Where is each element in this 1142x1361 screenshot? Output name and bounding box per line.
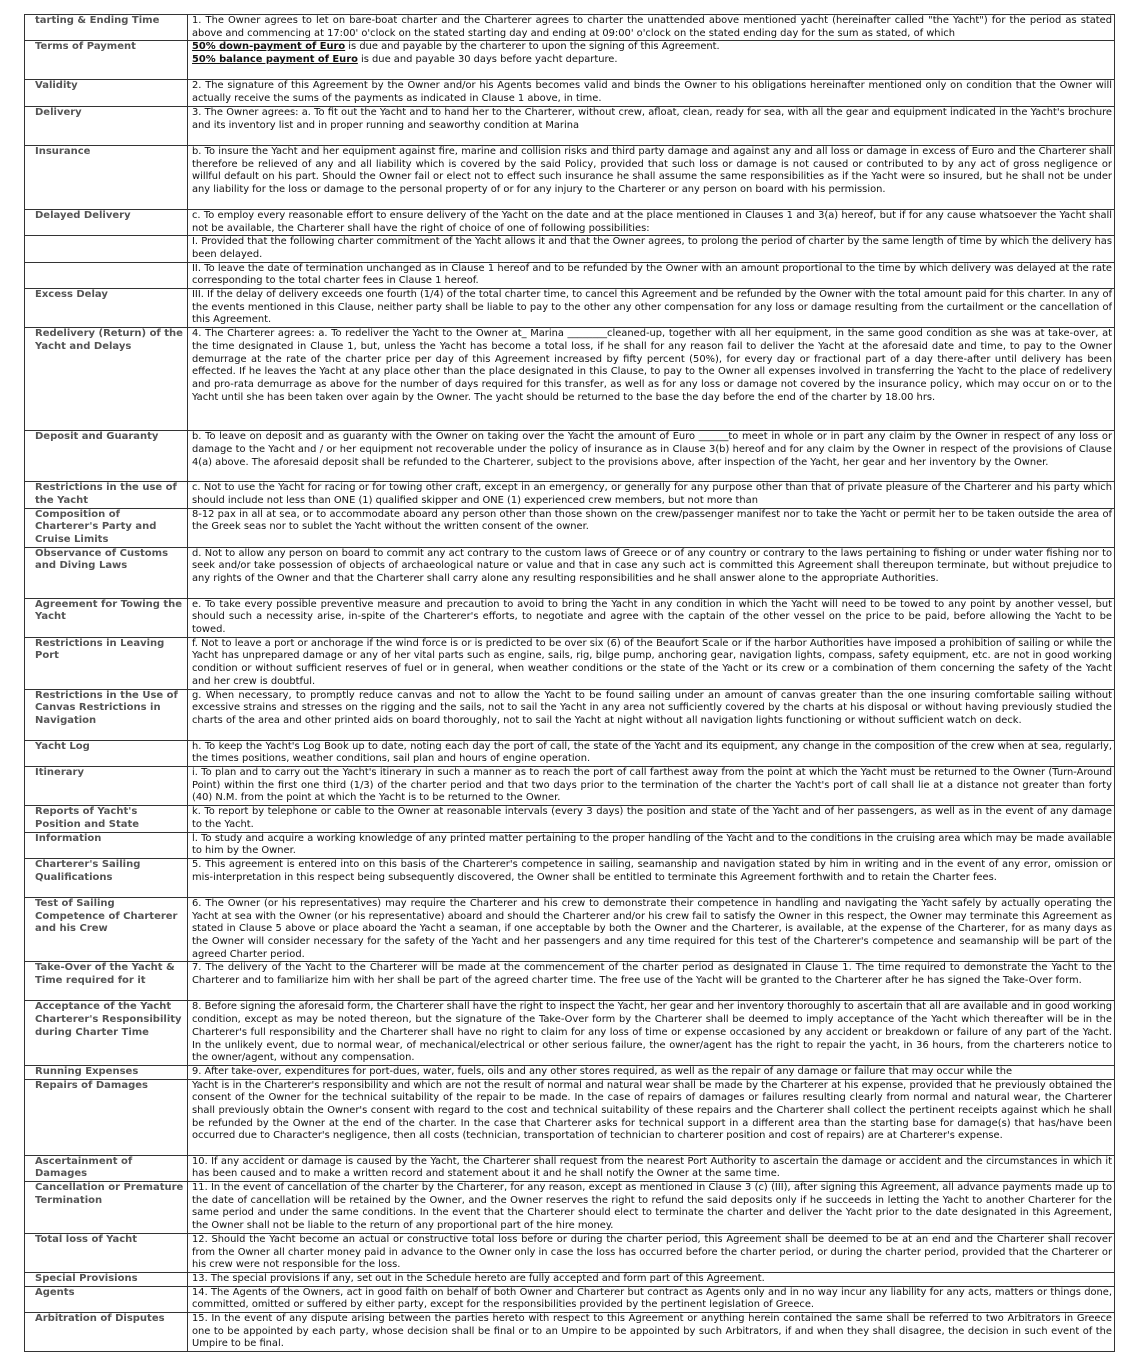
clause-row xyxy=(25,637,1115,689)
clause-row xyxy=(25,1286,1115,1312)
clause-label: Agreement for Towing the Yacht xyxy=(25,598,188,637)
clause-row xyxy=(25,1313,1115,1352)
clause-text: d. Not to allow any person on board to commit any act contrary to the custom laws of Greece or of any country or contrary to the laws pertaining to fishing or under water fishing nor to seek and/or take possession of objects of archaeological nature or value and that in case any such act is committed this Agreement shall thereupon terminate, but without prejudice to any rights of the Owner and that the Charterer shall carry alone any resulting responsibilities and he shall answer alone to the appropriate Authorities. xyxy=(188,547,1115,598)
clause-label xyxy=(25,262,188,288)
clause-row xyxy=(25,858,1115,897)
clause-text: 7. The delivery of the Yacht to the Charterer will be made at the commencement of the charter period as designated in Clause 1. The time required to demonstrate the Yacht to the Charterer and to familiarize him with her shall be part of the agreed charter time. The free use of the Yacht will be granted to the Charterer after he has signed the Take-Over form. xyxy=(188,962,1115,1001)
clause-label: Total loss of Yacht xyxy=(25,1233,188,1272)
clause-row xyxy=(25,328,1115,431)
clause-rows xyxy=(25,15,1115,1352)
clause-row xyxy=(25,806,1115,832)
clause-row xyxy=(25,41,1115,80)
clause-text: II. To leave the date of termination unchanged as in Clause 1 hereof and to be refunded by the Owner with an amount proportional to the time by which delivery was delayed at the rate corresponding to the total charter fees in Clause 1 hereof. xyxy=(188,262,1115,288)
clause-text: f. Not to leave a port or anchorage if the wind force is or is predicted to be over six (6) of the Beaufort Scale or if the harbor Authorities have imposed a prohibition of sailing or while the Yacht has unprepared damage or any of her vital parts such as engine, sails, rig, bilge pump, anchoring gear, navigation lights, compass, safety equipment, etc. are not in good working condition or without sufficient reserves of fuel or in general, when weather conditions or the state of the Yacht or its crew or a combination of them concerning the safety of the Yacht and her crew is doubtful. xyxy=(188,637,1115,689)
clause-row xyxy=(25,236,1115,262)
clause-row xyxy=(25,1001,1115,1066)
clause-row xyxy=(25,740,1115,766)
clause-row xyxy=(25,547,1115,598)
clause-label: Restrictions in the use of the Yacht xyxy=(25,482,188,508)
clause-label: Agents xyxy=(25,1286,188,1312)
clause-label: Itinerary xyxy=(25,766,188,805)
clause-row xyxy=(25,431,1115,482)
clause-label: Deposit and Guaranty xyxy=(25,431,188,482)
clause-text: 8. Before signing the aforesaid form, the Charterer shall have the right to inspect the Yacht, her gear and her inventory thoroughly to ascertain that all are available and in good working condition, except as may be noted thereon, but the signature of the Take-Over form by the Charterer shall be deemed to imply acceptance of the Yacht which thereafter will be in the Charterer's full responsibility and the Charterer shall have no right to claim for any loss of time or expense occasioned by any accident or breakdown or failure of any part of the Yacht. In the unlikely event, due to normal wear, of mechanical/electrical or other serious failure, the owner/agent has the right to repair the yacht, in 36 hours, from the charterers notice to the owner/agent, without any compensation. xyxy=(188,1001,1115,1066)
clause-label: Information xyxy=(25,832,188,858)
payment-down-line xyxy=(192,41,1112,54)
clause-text: 3. The Owner agrees: a. To fit out the Yacht and to hand her to the Charterer, without crew, afloat, clean, ready for sea, with all the gear and equipment indicated in the Yacht's brochure and its inventory list and in proper running and seaworthy condition at Marina xyxy=(188,106,1115,145)
clause-label: Excess Delay xyxy=(25,289,188,328)
clause-label: Composition of Charterer's Party and Cruise Limits xyxy=(25,508,188,547)
clause-text: 10. If any accident or damage is caused by the Yacht, the Charterer shall request from the nearest Port Authority to ascertain the damage or accident and the circumstances in which it has been caused and to make a written record and statement about it and he shall notify the Owner at the same time. xyxy=(188,1155,1115,1181)
clause-text: 6. The Owner (or his representatives) may require the Charterer and his crew to demonstrate their competence in handling and navigating the Yacht safely by actually operating the Yacht at sea with the Owner (or his representative) aboard and should the Charterer and/or his crew fail to satisfy the Owner in this respect, the Owner may terminate this Agreement as stated in Clause 5 above or place aboard the Yacht a seaman, if one acceptable by both the Owner and the Charterer, is available, at the expense of the Charterer, for as many days as the Owner will consider necessary for the safety of the Yacht and her passengers and any time required for this test of the Charterer's competence and seamanship will be part of the agreed Charter period. xyxy=(188,897,1115,962)
clause-label: Arbitration of Disputes xyxy=(25,1313,188,1352)
clause-row xyxy=(25,289,1115,328)
clause-text: I. Provided that the following charter commitment of the Yacht allows it and that the Owner agrees, to prolong the period of charter by the same length of time by which the delivery has been delayed. xyxy=(188,236,1115,262)
clause-text: Yacht is in the Charterer's responsibility and which are not the result of normal and natural wear shall be made by the Charterer at his expense, provided that he previously obtained the consent of the Owner for the technical suitability of the repair to be made. In the case of repairs of damages or failures resulting clearly from normal and natural wear, the Charterer shall previously obtain the Owner's consent with regard to the cost and technical suitability of these repairs and the Charterer shall collect the pertinent receipts against which he shall be refunded by the Owner at the end of the charter. In the case that Charterer asks for technical support in a different area than the starting base for damage(s) that has/have been occurred due to Character's negligence, then all costs (technician, transportation of technician to charterer position and cost of repairs) are at Charterer's expense. xyxy=(188,1079,1115,1155)
clause-label: Take-Over of the Yacht & Time required for it xyxy=(25,962,188,1001)
balance-payment-text: is due and payable 30 days before yacht departure. xyxy=(357,54,618,66)
clause-text: 13. The special provisions if any, set out in the Schedule hereto are fully accepted and form part of this Agreement. xyxy=(188,1272,1115,1286)
clause-row xyxy=(25,897,1115,962)
clause-row xyxy=(25,962,1115,1001)
clause-label: Ascertainment of Damages xyxy=(25,1155,188,1181)
clause-text: 11. In the event of cancellation of the charter by the Charterer, for any reason, except as mentioned in Clause 3 (c) (III), after signing this Agreement, all advance payments made up to the date of cancellation will be retained by the Owner, and the Owner reserves the right to refund the said deposits only if he succeeds in letting the Yacht to another Charterer for the same period and under the same conditions. In the event that the Charterer should elect to terminate the charter and deliver the Yacht prior to the date designated in this Agreement, the Owner shall not be liable to the return of any proportional part of the hire money. xyxy=(188,1182,1115,1234)
down-payment-label: 50% down-payment of Euro xyxy=(192,41,346,53)
clause-row xyxy=(25,15,1115,41)
clause-label: Observance of Customs and Diving Laws xyxy=(25,547,188,598)
clause-label: Acceptance of the Yacht Charterer's Responsibility during Charter Time xyxy=(25,1001,188,1066)
down-payment-text: is due and payable by the charterer to upon the signing of this Agreement. xyxy=(345,41,720,53)
clause-text: c. To employ every reasonable effort to ensure delivery of the Yacht on the date and at the place mentioned in Clauses 1 and 3(a) hereof, but if for any cause whatsoever the Yacht shall not be available, the Charterer shall have the right of choice of one of following possibilities: xyxy=(188,209,1115,235)
clause-text: h. To keep the Yacht's Log Book up to date, noting each day the port of call, the state of the Yacht and its equipment, any change in the composition of the crew when at sea, regularly, the times positions, weather conditions, sail plan and hours of engine operation. xyxy=(188,740,1115,766)
clause-text: g. When necessary, to promptly reduce canvas and not to allow the Yacht to be found sailing under an amount of canvas greater than the one insuring comfortable sailing without excessive strains and stresses on the rigging and the sails, not to sail the Yacht in any area not sufficiently covered by the charts at his disposal or without having previously studied the charts of the area and other printed aids on board thoroughly, not to sail the Yacht at night without all navigation lights functioning or without sufficient watch on deck. xyxy=(188,689,1115,740)
clause-row xyxy=(25,106,1115,145)
clause-row xyxy=(25,766,1115,805)
clause-row xyxy=(25,832,1115,858)
clause-label: Cancellation or Premature Termination xyxy=(25,1182,188,1234)
clause-text: e. To take every possible preventive measure and precaution to avoid to bring the Yacht in any condition in which the Yacht will need to be towed to any point by another vessel, but should such a necessity arise, in-spite of the Charterer's efforts, to negotiate and agree with the captain of the other vessel on the price to be paid, before allowing the Yacht to be towed. xyxy=(188,598,1115,637)
clause-label xyxy=(25,236,188,262)
clause-text: 5. This agreement is entered into on this basis of the Charterer's competence in sailing, seamanship and navigation stated by him in writing and in the event of any error, omission or mis-interpretation in this respect being subsequently discovered, the Owner shall be entitled to terminate this Agreement forthwith and to retain the Charter fees. xyxy=(188,858,1115,897)
clause-label: Repairs of Damages xyxy=(25,1079,188,1155)
clause-label: tarting & Ending Time xyxy=(25,15,188,41)
clause-label: Charterer's Sailing Qualifications xyxy=(25,858,188,897)
clause-row xyxy=(25,80,1115,106)
payment-balance-line xyxy=(192,54,1112,67)
clause-label: Test of Sailing Competence of Charterer and his Crew xyxy=(25,897,188,962)
clause-label: Restrictions in Leaving Port xyxy=(25,637,188,689)
clause-row xyxy=(25,598,1115,637)
clause-label: Validity xyxy=(25,80,188,106)
clause-text: 8-12 pax in all at sea, or to accommodate aboard any person other than those shown on the crew/passenger manifest nor to take the Yacht or permit her to be taken outside the area of the Greek seas nor to sublet the Yacht without the written consent of the owner. xyxy=(188,508,1115,547)
clause-text: l. To study and acquire a working knowledge of any printed matter pertaining to the proper handling of the Yacht and to the conditions in the cruising area which may be made available to him by the Owner. xyxy=(188,832,1115,858)
clause-text: 15. In the event of any dispute arising between the parties hereto with respect to this Agreement or anything herein contained the same shall be referred to two Arbitrators in Greece one to be appointed by each party, whose decision shall be final or to an Umpire to be appointed by such Arbitrators, if and when they shall disagree, the decision in such event of the Umpire to be final. xyxy=(188,1313,1115,1352)
clause-row xyxy=(25,1065,1115,1079)
clause-row xyxy=(25,482,1115,508)
clause-row xyxy=(25,689,1115,740)
charter-agreement-table xyxy=(24,14,1115,1352)
clause-label: Insurance xyxy=(25,145,188,209)
clause-label: Yacht Log xyxy=(25,740,188,766)
clause-text: III. If the delay of delivery exceeds one fourth (1/4) of the total charter time, to cancel this Agreement and be refunded by the Owner with the total amount paid for this charter. In any of the events mentioned in this Clause, neither party shall be liable to pay to the other any other compensation for any loss or damage resulting from the curtailment or the cancellation of this Agreement. xyxy=(188,289,1115,328)
clause-row xyxy=(25,209,1115,235)
clause-text: k. To report by telephone or cable to the Owner at reasonable intervals (every 3 days) the position and state of the Yacht and of her passengers, as well as in the event of any damage to the Yacht. xyxy=(188,806,1115,832)
clause-row xyxy=(25,1233,1115,1272)
clause-label: Delivery xyxy=(25,106,188,145)
clause-row xyxy=(25,1272,1115,1286)
clause-label: Special Provisions xyxy=(25,1272,188,1286)
clause-text: 1. The Owner agrees to let on bare-boat charter and the Charterer agrees to charter the unattended above mentioned yacht (hereinafter called "the Yacht") for the period as stated above and commencing at 17:00' o'clock on the stated starting day and ending at 09:00' o'clock on the stated ending day for the sum as stated, of which xyxy=(188,15,1115,41)
clause-text: 9. After take-over, expenditures for port-dues, water, fuels, oils and any other stores required, as well as the repair of any damage or failure that may occur while the xyxy=(188,1065,1115,1079)
clause-text: 14. The Agents of the Owners, act in good faith on behalf of both Owner and Charterer but contract as Agents only and in no way incur any liability for any acts, matters or things done, committed, omitted or suffered by either party, except for the responsibilities provided by the pertinent legislation of Greece. xyxy=(188,1286,1115,1312)
clause-row xyxy=(25,262,1115,288)
clause-row xyxy=(25,1182,1115,1234)
clause-label: Restrictions in the Use of Canvas Restrictions in Navigation xyxy=(25,689,188,740)
clause-text: b. To insure the Yacht and her equipment against fire, marine and collision risks and third party damage and against any and all loss or damage in excess of Euro and the Charterer shall therefore be relieved of any and all liability which is covered by the said Policy, provided that such loss or damage is not caused or contributed to by any act of gross negligence or willful default on his part. Should the Owner fail or elect not to effect such insurance he shall assume the same responsibilities as if the Yacht were so insured, but he shall not be under any liability for the loss or damage to the personal property of or for any injury to the Charterer or any person on board with his permission. xyxy=(188,145,1115,209)
clause-row xyxy=(25,508,1115,547)
clause-row xyxy=(25,1079,1115,1155)
clause-label: Terms of Payment xyxy=(25,41,188,80)
clause-text: b. To leave on deposit and as guaranty with the Owner on taking over the Yacht the amount of Euro ______to meet in whole or in part any claim by the Owner in respect of any loss or damage to the Yacht and / or her equipment not recoverable under the policy of insurance as in Clause 3(b) hereof and for any claim by the Owner in respect of the provisions of Clause 4(a) above. The aforesaid deposit shall be refunded to the Charterer, subject to the provisions above, after inspection of the Yacht, her gear and her inventory by the Owner. xyxy=(188,431,1115,482)
clause-row xyxy=(25,145,1115,209)
clause-text: 4. The Charterer agrees: a. To redeliver the Yacht to the Owner at_ Marina ________cleaned-up, together with all her equipment, in the same good condition as she was at take-over, at the time designated in Clause 1, but, unless the Yacht has become a total loss, if he shall for any reason fail to deliver the Yacht at the aforesaid date and time, to pay to the Owner demurrage at the rate of the charter price per day of this Agreement increased by fifty percent (50%), for every day or fractional part of a day there-after until delivery has been effected. If he leaves the Yacht at any place other than the place designated in this Clause, to pay to the Owner all expenses involved in transferring the Yacht to the place of redelivery and pro-rata demurrage as above for the number of days required for this transfer, as well as for any loss or damage not covered by the insurance policy, which may occur on or to the Yacht until she has been taken over again by the Owner. The yacht should be returned to the base the day before the end of the charter by 18.00 hrs. xyxy=(188,328,1115,431)
clause-label: Running Expenses xyxy=(25,1065,188,1079)
clause-text: i. To plan and to carry out the Yacht's itinerary in such a manner as to reach the port of call farthest away from the point at which the Yacht must be returned to the Owner (Turn-Around Point) within the first one third (1/3) of the charter period and that two days prior to the termination of the charter the Yacht's port of call shall lie at a distance not greater than forty (40) N.M. from the point at which the Yacht is to be returned to the Owner. xyxy=(188,766,1115,805)
clause-label: Redelivery (Return) of the Yacht and Delays xyxy=(25,328,188,431)
clause-row xyxy=(25,1155,1115,1181)
clause-text xyxy=(188,41,1115,80)
clause-label: Reports of Yacht's Position and State xyxy=(25,806,188,832)
balance-payment-label: 50% balance payment of Euro xyxy=(192,54,358,66)
clause-text: 2. The signature of this Agreement by the Owner and/or his Agents becomes valid and binds the Owner to his obligations hereinafter mentioned only on condition that the Owner will actually receive the sums of the payments as indicated in Clause 1 above, in time. xyxy=(188,80,1115,106)
clause-label: Delayed Delivery xyxy=(25,209,188,235)
clause-text: c. Not to use the Yacht for racing or for towing other craft, except in an emergency, or generally for any purpose other than that of private pleasure of the Charterer and his party which should include not less than ONE (1) qualified skipper and ONE (1) experienced crew members, but not more than xyxy=(188,482,1115,508)
clause-text: 12. Should the Yacht become an actual or constructive total loss before or during the charter period, this Agreement shall be deemed to be at an end and the Charterer shall recover from the Owner all charter money paid in advance to the Owner only in case the loss has occurred before the charter period, or during the charter period, provided that the Charterer or his crew were not responsible for the loss. xyxy=(188,1233,1115,1272)
